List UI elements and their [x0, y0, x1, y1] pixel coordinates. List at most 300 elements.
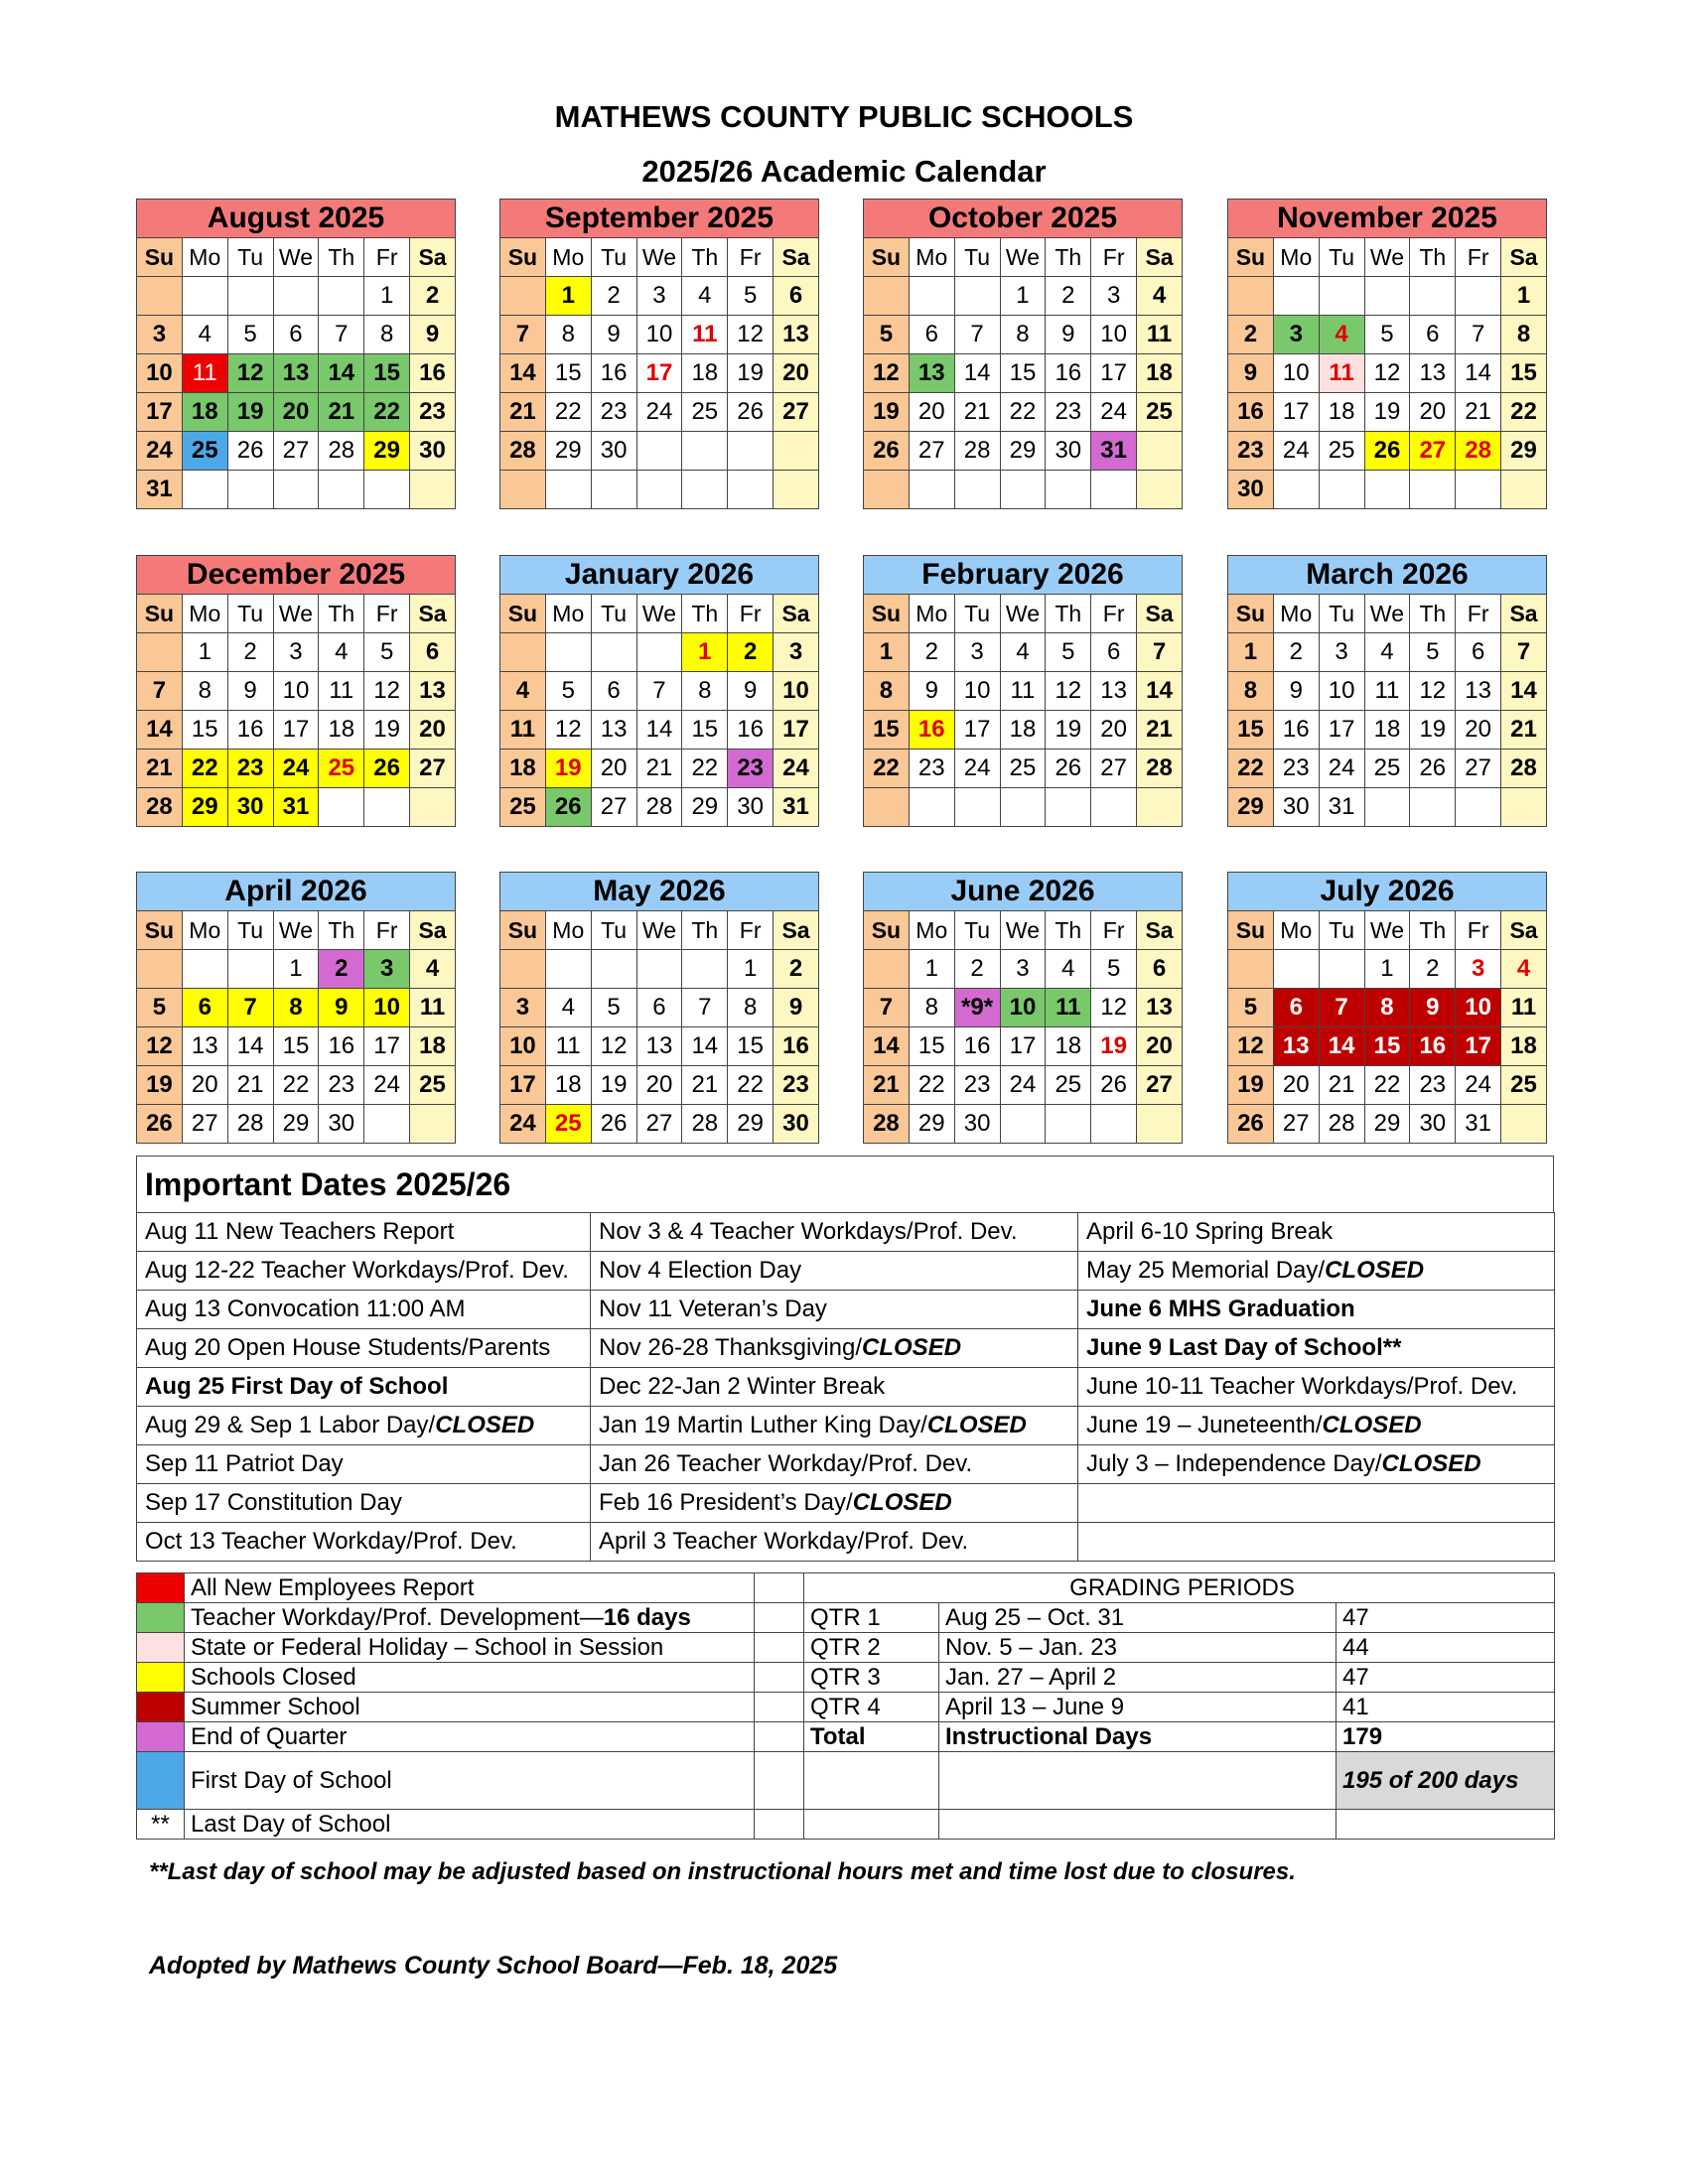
legend-swatch: [137, 1573, 185, 1603]
calendar-day: 10: [273, 672, 319, 711]
calendar-day: 29: [682, 788, 728, 827]
calendar-day: 17: [1000, 1027, 1046, 1066]
important-date: Aug 11 New Teachers Report: [137, 1213, 591, 1252]
month-calendar: [136, 199, 456, 509]
calendar-day: 10: [364, 989, 410, 1027]
spacer-cell: [755, 1722, 804, 1752]
calendar-day: 20: [1456, 711, 1501, 750]
blank-cell: [939, 1752, 1336, 1810]
month-calendar: [863, 555, 1183, 827]
empty-day: [954, 471, 1000, 509]
calendar-day: 1: [864, 633, 910, 672]
calendar-day: 22: [364, 393, 410, 432]
important-date: Aug 12-22 Teacher Workdays/Prof. Dev.: [137, 1252, 591, 1291]
calendar-day: 17: [1456, 1027, 1501, 1066]
important-date: April 3 Teacher Workday/Prof. Dev.: [591, 1523, 1078, 1562]
weekday-header: Tu: [1319, 595, 1364, 633]
blank-cell: [939, 1810, 1336, 1840]
calendar-day: 7: [682, 989, 728, 1027]
grading-days: 47: [1336, 1603, 1555, 1633]
empty-day: [364, 471, 410, 509]
calendar-day: 16: [728, 711, 774, 750]
weekday-header: Th: [682, 238, 728, 277]
weekday-header: Tu: [591, 238, 636, 277]
calendar-day: 17: [273, 711, 319, 750]
weekday-header: Tu: [954, 595, 1000, 633]
calendar-day: 28: [500, 432, 546, 471]
calendar-day: 25: [182, 432, 227, 471]
calendar-day: 31: [273, 788, 319, 827]
calendar-day: 19: [227, 393, 273, 432]
calendar-day: 29: [1228, 788, 1274, 827]
calendar-day: 5: [1091, 950, 1137, 989]
empty-day: [774, 471, 819, 509]
calendar-day: 14: [227, 1027, 273, 1066]
calendar-day: 24: [1000, 1066, 1046, 1105]
month-title: December 2025: [137, 556, 456, 595]
important-date: Aug 29 & Sep 1 Labor Day/CLOSED: [137, 1407, 591, 1445]
calendar-day: 30: [227, 788, 273, 827]
month-title: July 2026: [1228, 873, 1547, 911]
calendar-day: 7: [1501, 633, 1547, 672]
calendar-day: 28: [864, 1105, 910, 1144]
important-date: Feb 16 President’s Day/CLOSED: [591, 1484, 1078, 1523]
calendar-day: 5: [864, 316, 910, 354]
calendar-day: 27: [1091, 750, 1137, 788]
calendar-day: 18: [1046, 1027, 1091, 1066]
empty-day: [954, 277, 1000, 316]
calendar-day: 14: [1319, 1027, 1364, 1066]
empty-day: [500, 471, 546, 509]
calendar-day: 22: [728, 1066, 774, 1105]
calendar-day: 17: [1091, 354, 1137, 393]
calendar-day: 20: [1410, 393, 1456, 432]
calendar-day: 7: [864, 989, 910, 1027]
calendar-day: 23: [954, 1066, 1000, 1105]
calendar-day: 16: [1410, 1027, 1456, 1066]
month-calendar: [863, 199, 1183, 509]
empty-day: [728, 432, 774, 471]
calendar-day: 17: [1319, 711, 1364, 750]
calendar-day: 8: [728, 989, 774, 1027]
calendar-day: 9: [1273, 672, 1319, 711]
weekday-header: Su: [1228, 238, 1274, 277]
calendar-day: 1: [1000, 277, 1046, 316]
calendar-day: 17: [774, 711, 819, 750]
weekday-header: Mo: [182, 595, 227, 633]
calendar-day: 23: [227, 750, 273, 788]
calendar-day: 21: [636, 750, 682, 788]
grading-quarter: QTR 4: [804, 1693, 939, 1722]
weekday-header: Th: [319, 238, 364, 277]
empty-day: [909, 277, 954, 316]
calendar-day: 23: [591, 393, 636, 432]
empty-day: [410, 1105, 456, 1144]
calendar-day: 27: [1137, 1066, 1183, 1105]
empty-day: [364, 1105, 410, 1144]
empty-day: [1273, 471, 1319, 509]
grading-total-desc: Instructional Days: [939, 1722, 1336, 1752]
legend-swatch: [137, 1633, 185, 1663]
calendar-day: 6: [182, 989, 227, 1027]
calendar-day: 11: [1319, 354, 1364, 393]
calendar-day: 13: [636, 1027, 682, 1066]
spacer-cell: [755, 1810, 804, 1840]
calendar-day: 9: [410, 316, 456, 354]
calendar-day: 24: [636, 393, 682, 432]
weekday-header: We: [636, 238, 682, 277]
calendar-day: 19: [364, 711, 410, 750]
important-date: [1078, 1523, 1555, 1562]
calendar-day: 9: [1228, 354, 1274, 393]
calendar-day: 13: [1137, 989, 1183, 1027]
empty-day: [1319, 277, 1364, 316]
calendar-day: 18: [1319, 393, 1364, 432]
calendar-day: 28: [137, 788, 183, 827]
calendar-day: 5: [1228, 989, 1274, 1027]
empty-day: [864, 277, 910, 316]
calendar-day: 2: [1273, 633, 1319, 672]
calendar-day: 3: [774, 633, 819, 672]
calendar-day: 26: [1091, 1066, 1137, 1105]
calendar-day: 4: [500, 672, 546, 711]
calendar-day: 27: [410, 750, 456, 788]
calendar-day: 4: [682, 277, 728, 316]
important-date: Nov 3 & 4 Teacher Workdays/Prof. Dev.: [591, 1213, 1078, 1252]
calendar-day: 2: [1410, 950, 1456, 989]
calendar-day: 16: [909, 711, 954, 750]
legend-label: First Day of School: [185, 1752, 755, 1810]
calendar-day: 25: [682, 393, 728, 432]
empty-day: [1456, 471, 1501, 509]
calendar-day: 23: [1228, 432, 1274, 471]
weekday-header: Fr: [1091, 911, 1137, 950]
calendar-day: 21: [954, 393, 1000, 432]
calendar-day: 25: [1046, 1066, 1091, 1105]
calendar-day: 8: [909, 989, 954, 1027]
important-dates-heading: Important Dates 2025/26: [136, 1156, 1554, 1212]
calendar-day: 3: [1273, 316, 1319, 354]
calendar-day: 17: [364, 1027, 410, 1066]
calendar-day: 27: [636, 1105, 682, 1144]
calendar-day: 22: [1228, 750, 1274, 788]
weekday-header: Tu: [591, 595, 636, 633]
weekday-header: We: [636, 911, 682, 950]
weekday-header: We: [273, 595, 319, 633]
empty-day: [1046, 1105, 1091, 1144]
month-calendar: [499, 199, 819, 509]
calendar-day: 17: [137, 393, 183, 432]
calendar-day: 3: [1091, 277, 1137, 316]
legend-swatch: [137, 1603, 185, 1633]
calendar-day: 7: [1319, 989, 1364, 1027]
calendar-day: 12: [137, 1027, 183, 1066]
calendar-day: 15: [1000, 354, 1046, 393]
weekday-header: Tu: [1319, 238, 1364, 277]
empty-day: [410, 788, 456, 827]
important-date: Nov 11 Veteran’s Day: [591, 1291, 1078, 1329]
calendar-day: 22: [273, 1066, 319, 1105]
weekday-header: Mo: [909, 595, 954, 633]
calendar-day: 11: [1364, 672, 1410, 711]
calendar-day: 29: [728, 1105, 774, 1144]
calendar-day: 29: [273, 1105, 319, 1144]
grading-range: Aug 25 – Oct. 31: [939, 1603, 1336, 1633]
calendar-day: 18: [1501, 1027, 1547, 1066]
calendar-day: 21: [319, 393, 364, 432]
weekday-header: Th: [682, 911, 728, 950]
calendar-day: 24: [500, 1105, 546, 1144]
month-calendar: [136, 872, 456, 1144]
weekday-header: Tu: [227, 595, 273, 633]
weekday-header: Th: [1046, 911, 1091, 950]
blank-cell: [804, 1810, 939, 1840]
weekday-header: Th: [1046, 238, 1091, 277]
weekday-header: Fr: [364, 238, 410, 277]
empty-day: [545, 633, 591, 672]
calendar-day: 23: [1273, 750, 1319, 788]
empty-day: [500, 277, 546, 316]
empty-day: [500, 950, 546, 989]
calendar-day: 16: [1046, 354, 1091, 393]
grading-range: April 13 – June 9: [939, 1693, 1336, 1722]
calendar-day: 1: [182, 633, 227, 672]
spacer-cell: [755, 1573, 804, 1603]
legend-label: Teacher Workday/Prof. Development—16 days: [185, 1603, 755, 1633]
calendar-day: 10: [1091, 316, 1137, 354]
calendar-day: 21: [227, 1066, 273, 1105]
empty-day: [1137, 432, 1183, 471]
empty-day: [1000, 788, 1046, 827]
calendar-day: 6: [636, 989, 682, 1027]
important-dates-table: [136, 1212, 1555, 1562]
calendar-day: 10: [1000, 989, 1046, 1027]
weekday-header: Mo: [182, 911, 227, 950]
empty-day: [864, 950, 910, 989]
month-calendar: [1227, 555, 1547, 827]
empty-day: [954, 788, 1000, 827]
empty-day: [182, 471, 227, 509]
weekday-header: Su: [500, 238, 546, 277]
calendar-day: 24: [774, 750, 819, 788]
page-title: MATHEWS COUNTY PUBLIC SCHOOLS: [554, 99, 1134, 134]
grading-quarter: QTR 1: [804, 1603, 939, 1633]
empty-day: [1501, 788, 1547, 827]
calendar-day: 12: [1228, 1027, 1274, 1066]
calendar-day: 21: [1501, 711, 1547, 750]
calendar-day: 6: [1410, 316, 1456, 354]
calendar-day: 19: [728, 354, 774, 393]
grading-title: GRADING PERIODS: [804, 1573, 1555, 1603]
calendar-day: 26: [864, 432, 910, 471]
calendar-day: 25: [500, 788, 546, 827]
calendar-day: 28: [227, 1105, 273, 1144]
calendar-day: 29: [1364, 1105, 1410, 1144]
calendar-day: 25: [410, 1066, 456, 1105]
calendar-day: 4: [319, 633, 364, 672]
calendar-day: 21: [864, 1066, 910, 1105]
empty-day: [909, 471, 954, 509]
calendar-day: 16: [227, 711, 273, 750]
weekday-header: Sa: [410, 238, 456, 277]
empty-day: [182, 277, 227, 316]
empty-day: [137, 277, 183, 316]
calendar-day: 19: [137, 1066, 183, 1105]
empty-day: [1273, 950, 1319, 989]
calendar-day: 1: [1501, 277, 1547, 316]
calendar-day: 20: [182, 1066, 227, 1105]
weekday-header: Su: [137, 238, 183, 277]
important-date: July 3 – Independence Day/CLOSED: [1078, 1445, 1555, 1484]
grading-quarter: QTR 3: [804, 1663, 939, 1693]
calendar-day: 24: [1456, 1066, 1501, 1105]
important-date: Jan 19 Martin Luther King Day/CLOSED: [591, 1407, 1078, 1445]
empty-day: [1137, 788, 1183, 827]
calendar-day: 4: [182, 316, 227, 354]
empty-day: [591, 950, 636, 989]
calendar-day: 28: [682, 1105, 728, 1144]
month-calendar: [1227, 872, 1547, 1144]
weekday-header: Sa: [1137, 911, 1183, 950]
calendar-day: 3: [364, 950, 410, 989]
empty-day: [1137, 1105, 1183, 1144]
calendar-day: 8: [1364, 989, 1410, 1027]
empty-day: [1456, 277, 1501, 316]
weekday-header: Th: [682, 595, 728, 633]
weekday-header: Tu: [227, 911, 273, 950]
calendar-day: 17: [636, 354, 682, 393]
empty-day: [364, 788, 410, 827]
weekday-header: Fr: [728, 238, 774, 277]
calendar-day: 22: [1364, 1066, 1410, 1105]
calendar-day: 3: [500, 989, 546, 1027]
calendar-day: 16: [774, 1027, 819, 1066]
calendar-day: 14: [319, 354, 364, 393]
calendar-day: 3: [1456, 950, 1501, 989]
calendar-day: 29: [1501, 432, 1547, 471]
weekday-header: Fr: [1456, 595, 1501, 633]
empty-day: [728, 471, 774, 509]
empty-day: [137, 950, 183, 989]
empty-day: [1091, 471, 1137, 509]
calendar-day: 13: [1091, 672, 1137, 711]
calendar-day: 21: [137, 750, 183, 788]
calendar-day: 22: [545, 393, 591, 432]
weekday-header: We: [273, 238, 319, 277]
calendar-day: 9: [728, 672, 774, 711]
weekday-header: Tu: [1319, 911, 1364, 950]
spacer-cell: [755, 1633, 804, 1663]
calendar-day: 11: [319, 672, 364, 711]
calendar-day: 10: [1456, 989, 1501, 1027]
footnote: **Last day of school may be adjusted based on instructional hours met and time lost due to closures.: [149, 1858, 1296, 1885]
calendar-day: 1: [728, 950, 774, 989]
grading-range: Nov. 5 – Jan. 23: [939, 1633, 1336, 1663]
calendar-day: 12: [227, 354, 273, 393]
empty-day: [137, 633, 183, 672]
calendar-day: 17: [1273, 393, 1319, 432]
weekday-header: Mo: [182, 238, 227, 277]
empty-day: [1364, 471, 1410, 509]
important-date: June 6 MHS Graduation: [1078, 1291, 1555, 1329]
empty-day: [1364, 277, 1410, 316]
weekday-header: We: [636, 595, 682, 633]
calendar-day: 7: [319, 316, 364, 354]
weekday-header: We: [1364, 238, 1410, 277]
weekday-header: Su: [500, 911, 546, 950]
calendar-day: 3: [954, 633, 1000, 672]
calendar-day: 13: [774, 316, 819, 354]
calendar-day: 15: [1364, 1027, 1410, 1066]
calendar-day: 2: [1046, 277, 1091, 316]
calendar-day: 28: [319, 432, 364, 471]
calendar-day: 24: [364, 1066, 410, 1105]
weekday-header: Th: [1410, 238, 1456, 277]
weekday-header: Tu: [954, 911, 1000, 950]
calendar-day: 19: [1046, 711, 1091, 750]
calendar-day: 30: [1228, 471, 1274, 509]
calendar-day: 30: [1273, 788, 1319, 827]
calendar-day: 19: [1091, 1027, 1137, 1066]
weekday-header: Su: [500, 595, 546, 633]
empty-day: [864, 788, 910, 827]
calendar-day: 29: [545, 432, 591, 471]
calendar-day: 21: [682, 1066, 728, 1105]
calendar-day: 15: [182, 711, 227, 750]
calendar-day: 20: [1273, 1066, 1319, 1105]
weekday-header: Fr: [1456, 911, 1501, 950]
month-calendar: [499, 872, 819, 1144]
month-title: April 2026: [137, 873, 456, 911]
calendar-day: 30: [774, 1105, 819, 1144]
calendar-day: 7: [227, 989, 273, 1027]
calendar-day: 10: [774, 672, 819, 711]
calendar-day: 22: [182, 750, 227, 788]
month-title: February 2026: [864, 556, 1183, 595]
calendar-day: 10: [1319, 672, 1364, 711]
important-date: Nov 26-28 Thanksgiving/CLOSED: [591, 1329, 1078, 1368]
calendar-day: 8: [1228, 672, 1274, 711]
calendar-day: 4: [1137, 277, 1183, 316]
empty-day: [1046, 788, 1091, 827]
calendar-day: 20: [636, 1066, 682, 1105]
calendar-day: 13: [182, 1027, 227, 1066]
calendar-day: 9: [774, 989, 819, 1027]
weekday-header: Mo: [545, 238, 591, 277]
calendar-day: 10: [500, 1027, 546, 1066]
empty-day: [1410, 471, 1456, 509]
legend-label: End of Quarter: [185, 1722, 755, 1752]
empty-day: [591, 633, 636, 672]
calendar-day: 21: [1137, 711, 1183, 750]
calendar-day: 20: [410, 711, 456, 750]
calendar-day: 2: [909, 633, 954, 672]
calendar-day: 22: [1000, 393, 1046, 432]
calendar-day: 6: [410, 633, 456, 672]
calendar-day: 4: [1046, 950, 1091, 989]
calendar-day: 25: [1501, 1066, 1547, 1105]
calendar-day: 2: [410, 277, 456, 316]
calendar-day: 6: [1456, 633, 1501, 672]
empty-day: [1091, 788, 1137, 827]
calendar-day: 8: [1000, 316, 1046, 354]
calendar-day: 26: [1364, 432, 1410, 471]
calendar-day: 14: [864, 1027, 910, 1066]
calendar-day: 12: [545, 711, 591, 750]
spacer-cell: [755, 1663, 804, 1693]
important-dates: [136, 1156, 1554, 1562]
weekday-header: Tu: [227, 238, 273, 277]
